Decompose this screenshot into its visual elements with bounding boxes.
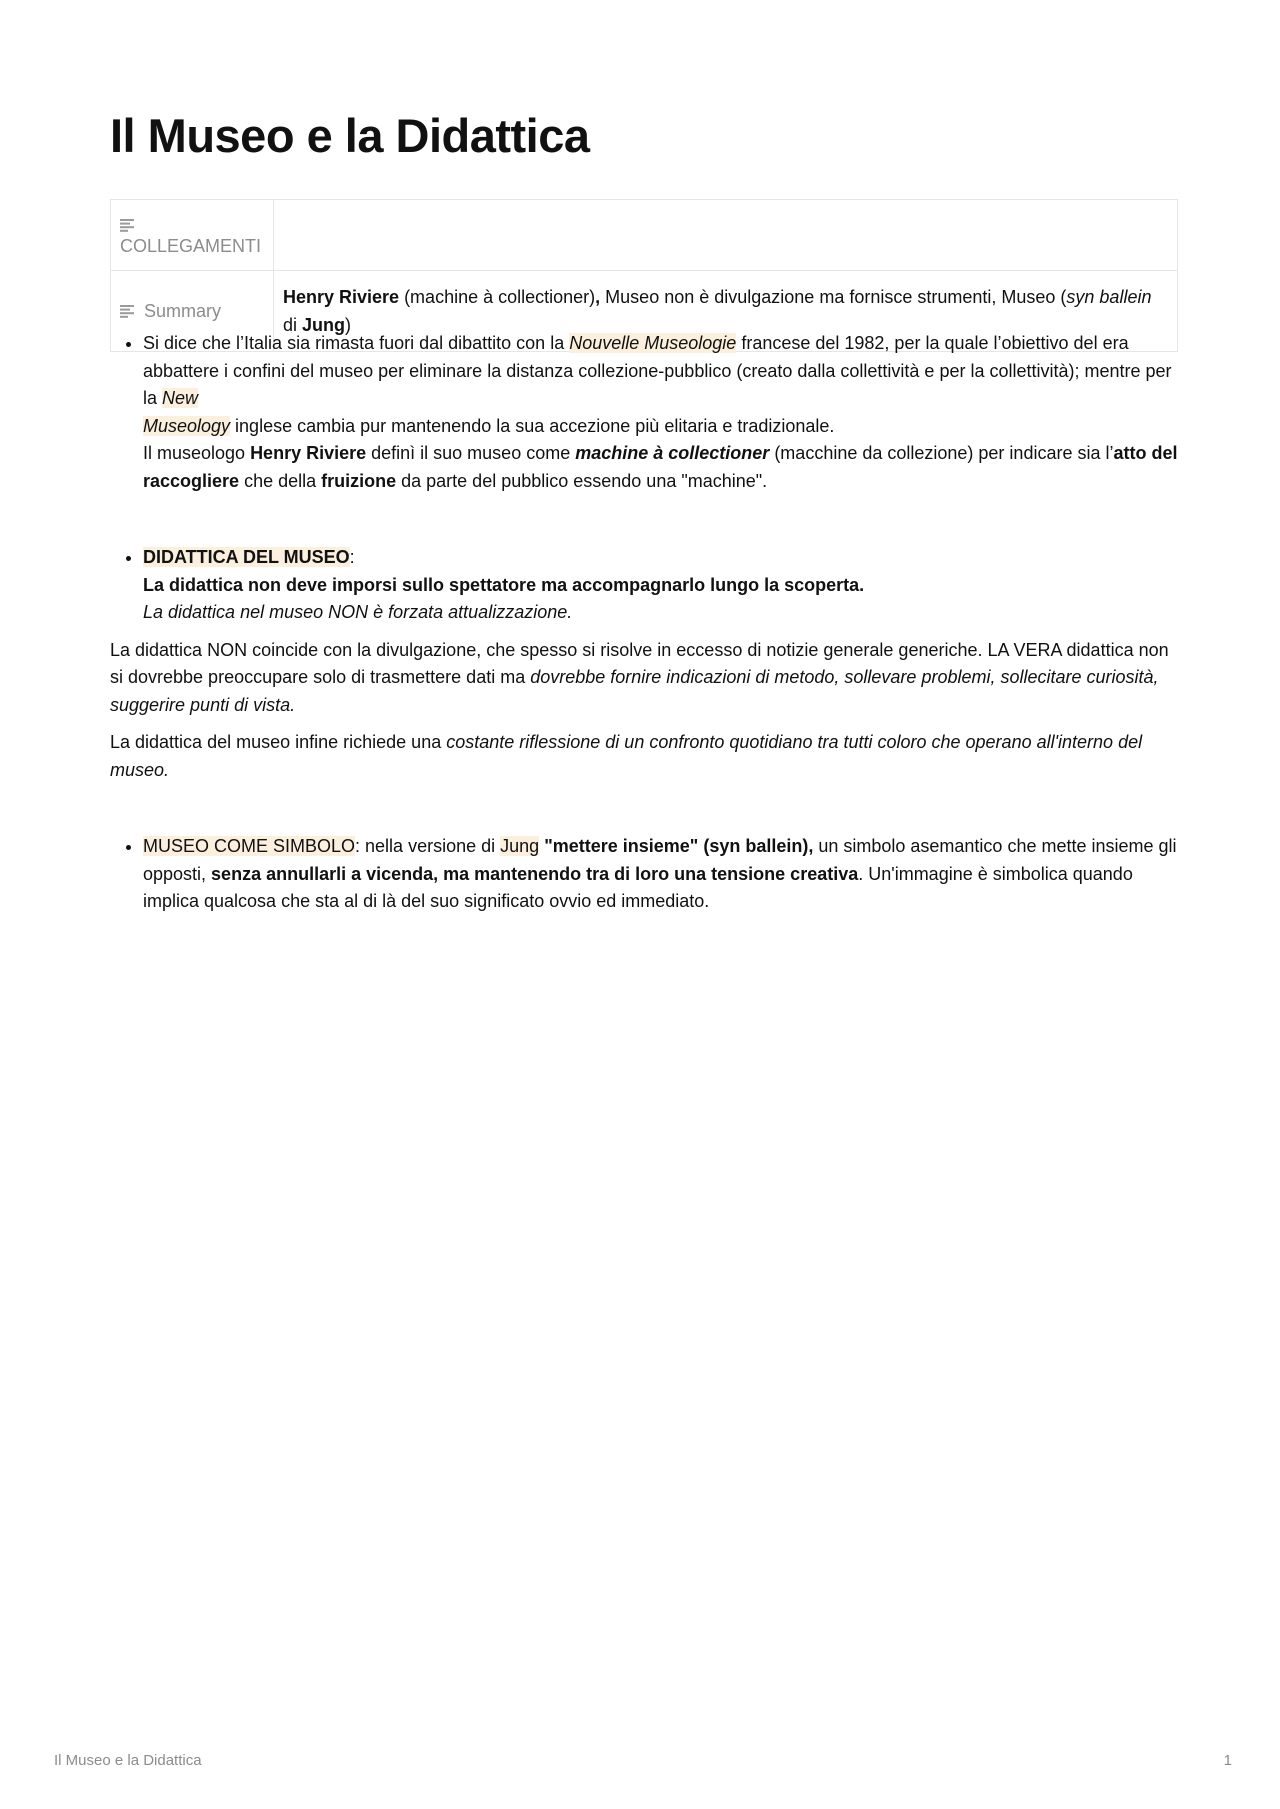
property-label-summary: Summary [144,300,222,321]
property-key-collegamenti [111,200,274,271]
text-run: La didattica del museo infine richiede una [110,732,447,752]
summary-bold-riviere: Henry Riviere [283,287,400,307]
bold-fruizione: fruizione [321,470,397,491]
bold-didattica-line: La didattica non deve imporsi sullo spettatore ma accompagnarlo lungo la scoperta. [143,574,865,595]
bullet-list-2 [110,544,1178,627]
summary-italic-syn-ballein: syn ballein [1066,287,1152,307]
italic-run: costante riflessione di un confronto quotidiano tra tutti coloro che operano all'interno del museo. [110,732,1143,780]
highlight-jung: Jung [500,836,540,856]
text-lines-icon [120,305,136,318]
bold-tensione-creativa: senza annullarli a vicenda, ma mantenendo tra di loro una tensione creativa [211,863,859,884]
footer-page-number: 1 [1223,1752,1232,1769]
bold-atto-raccogliere: atto del raccogliere [143,443,1178,491]
bold-italic-machine: machine à collectioner [575,443,770,463]
text-run: : nella versione di [355,836,501,856]
bold-mettere-insieme: "mettere insieme" (syn ballein), [544,836,814,856]
list-item-simbolo [143,833,1178,916]
text-run: francese del 1982, per la quale l’obiettivo del era abbattere i confini del museo per eliminare la distanza collezione-pubblico (creato dalla collettività e per la collettività); mentre per la [143,333,1172,408]
italic-didattica-line: La didattica nel museo NON è forzata attualizzazione. [143,602,573,622]
page-content [110,330,1178,916]
bullet-list-3 [110,833,1178,916]
text-run: : [349,547,355,567]
text-run: inglese cambia pur mantenendo la sua accezione più elitaria e tradizionale. [230,415,835,436]
text-run: Il museologo [143,443,251,463]
page-title: Il Museo e la Didattica [110,109,590,162]
text-run: definì il suo museo come [366,443,576,463]
summary-text: (machine à collectioner) [399,287,596,307]
summary-text: di [283,315,303,335]
italic-run: dovrebbe fornire indicazioni di metodo, sollevare problemi, sollecitare curiosità, suggerire punti di vista. [110,667,1159,715]
highlight-didattica-heading: DIDATTICA DEL MUSEO [143,547,350,567]
paragraph-divulgazione [110,637,1178,720]
bold-henry-riviere: Henry Riviere [250,443,367,463]
property-label-collegamenti: COLLEGAMENTI [120,236,262,256]
text-run: un simbolo asemantico che mette insieme gli opposti, [143,836,1177,884]
property-value-collegamenti [274,200,1178,271]
summary-bold-jung: Jung [302,315,346,335]
text-run: da parte del pubblico essendo una "machine". [396,470,768,491]
text-run: . Un'immagine è simbolica quando implica qualcosa che sta al di là del suo significato ovvio ed immediato. [143,863,1133,911]
spacer [110,784,1178,833]
property-row-collegamenti [111,200,1178,271]
text-lines-icon [120,219,136,232]
bullet-list-1 [110,330,1178,495]
text-run: (macchine da collezione) per indicare sia l’ [769,443,1114,463]
text-run: La didattica NON coincide con la divulgazione, che spesso si risolve in eccesso di notizie generale generiche. LA VERA didattica non si dovrebbe preoccupare solo di trasmettere dati ma [110,639,1169,687]
summary-text: ) [345,315,352,335]
highlight-museo-simbolo: MUSEO COME SIMBOLO [143,836,356,856]
text-run: Si dice che l’Italia sia rimasta fuori dal dibattito con la [143,333,570,353]
summary-text: Museo non è divulgazione ma fornisce strumenti, Museo ( [600,287,1067,307]
spacer [110,495,1178,544]
text-run: che della [239,470,322,491]
footer-title: Il Museo e la Didattica [54,1752,202,1769]
highlight-museology: Museology [143,415,231,436]
paragraph-riflessione [110,729,1178,784]
highlight-nouvelle-museologie: Nouvelle Museologie [569,333,737,353]
highlight-new: New [162,388,199,408]
list-item-didattica [143,544,1178,627]
summary-comma: , [595,287,601,307]
list-item-nouvelle-museologie [143,330,1178,495]
